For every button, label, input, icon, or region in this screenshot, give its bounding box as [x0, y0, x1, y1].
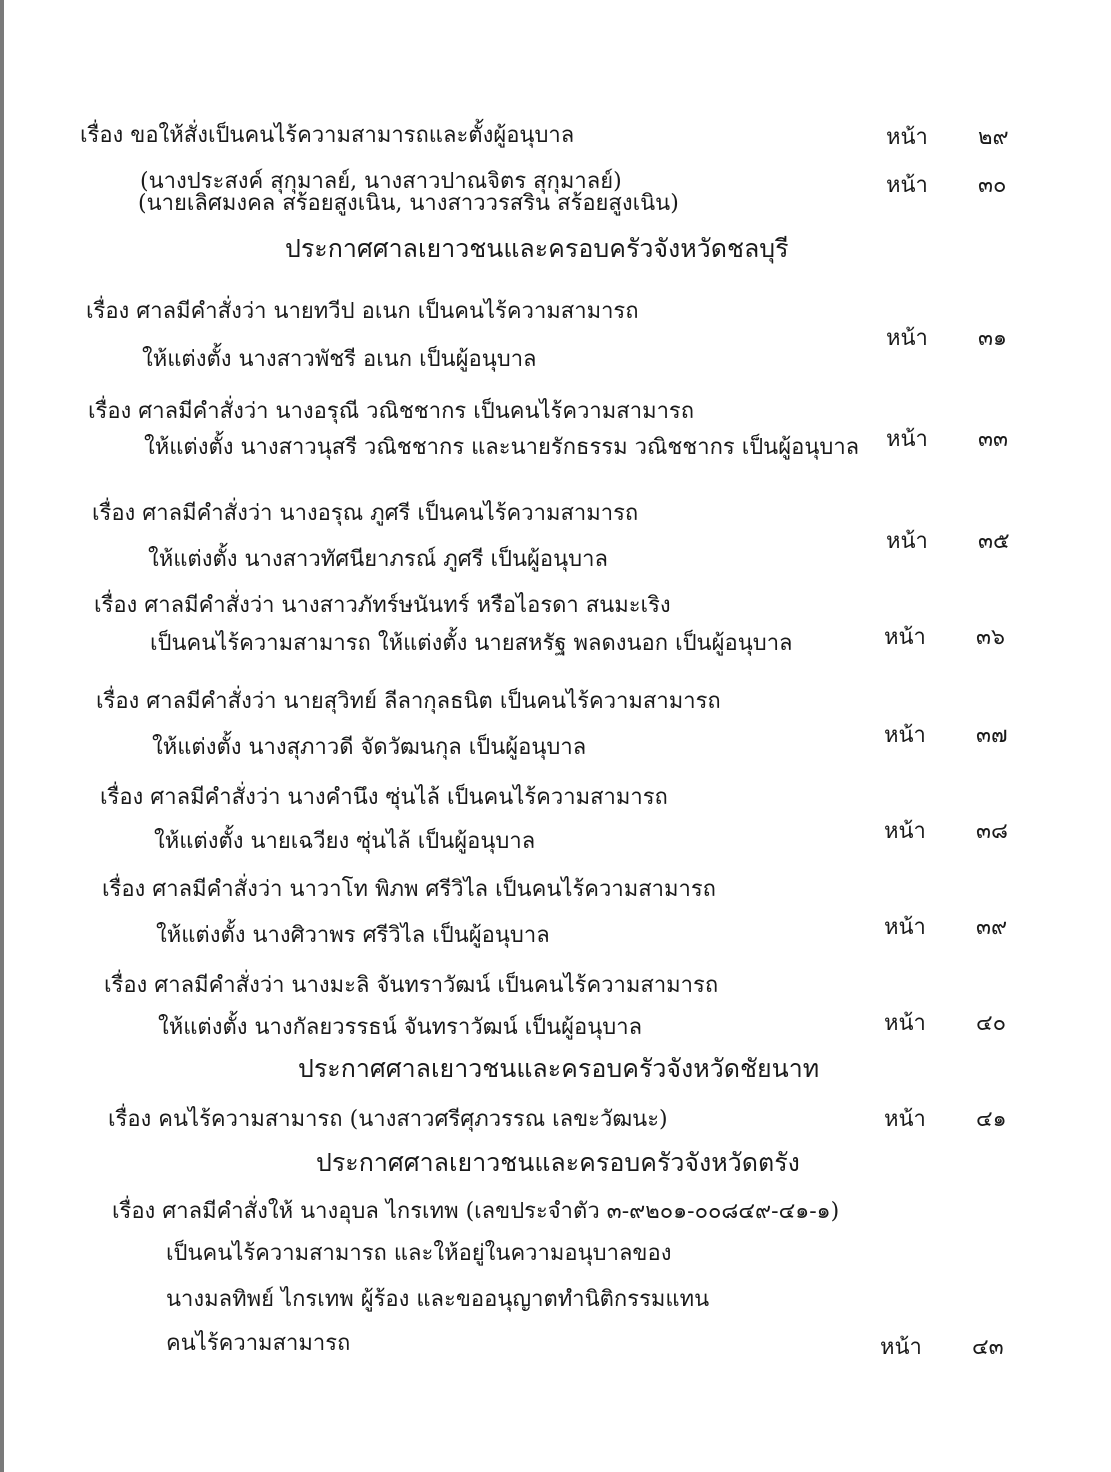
page-number: ๓๐	[978, 173, 1007, 198]
entry-line: ให้แต่งตั้ง นางกัลยวรรธน์ จันทราวัฒน์ เป็นผู้อนุบาล	[158, 1015, 643, 1040]
entry-line: เรื่อง ศาลมีคำสั่งว่า นางมะลิ จันทราวัฒน์ เป็นคนไร้ความสามารถ	[104, 973, 719, 998]
entry-line: เรื่อง ศาลมีคำสั่งว่า นางอรุณ ภูศรี เป็นคนไร้ความสามารถ	[92, 501, 639, 526]
page-label: หน้า	[884, 625, 926, 650]
entry-line: เรื่อง ศาลมีคำสั่งว่า นางสาวภัทร์ษนันทร์ หรือไอรดา สนมะเริง	[94, 593, 671, 618]
entry-line: ให้แต่งตั้ง นายเฉวียง ซุ่นไล้ เป็นผู้อนุบาล	[154, 829, 536, 854]
entry-line: ให้แต่งตั้ง นางศิวาพร ศรีวิไล เป็นผู้อนุบาล	[156, 923, 550, 948]
page-number: ๓๘	[976, 819, 1009, 844]
court-heading: ประกาศศาลเยาวชนและครอบครัวจังหวัดชลบุรี	[285, 234, 789, 263]
page-label: หน้า	[880, 1335, 922, 1360]
page-number: ๓๑	[978, 326, 1008, 351]
page-number: ๓๕	[978, 529, 1010, 554]
entry-line: เรื่อง ศาลมีคำสั่งให้ นางอุบล ไกรเทพ (เลขประจำตัว ๓-๙๒๐๑-๐๐๘๔๙-๔๑-๑)	[112, 1199, 840, 1224]
entry-line: เรื่อง ศาลมีคำสั่งว่า นายสุวิทย์ ลีลากุลธนิต เป็นคนไร้ความสามารถ	[96, 689, 721, 714]
entry-line: เรื่อง ขอให้สั่งเป็นคนไร้ความสามารถและตั้งผู้อนุบาล	[80, 123, 575, 148]
page-number: ๓๗	[976, 723, 1008, 748]
entry-line: เรื่อง คนไร้ความสามารถ (นางสาวศรีศุภวรรณ เลขะวัฒนะ)	[108, 1107, 668, 1132]
page-number: ๔๓	[972, 1335, 1004, 1360]
entry-line: เรื่อง ศาลมีคำสั่งว่า นายทวีป อเนก เป็นคนไร้ความสามารถ	[86, 299, 639, 324]
page-label: หน้า	[886, 173, 928, 198]
page-number: ๒๙	[978, 125, 1009, 150]
page-label: หน้า	[884, 1011, 926, 1036]
entry-line: คนไร้ความสามารถ	[166, 1331, 351, 1356]
court-heading: ประกาศศาลเยาวชนและครอบครัวจังหวัดตรัง	[316, 1148, 800, 1177]
page-number: ๓๙	[976, 915, 1008, 940]
entry-line: เป็นคนไร้ความสามารถ ให้แต่งตั้ง นายสหรัฐ พลดงนอก เป็นผู้อนุบาล	[150, 631, 793, 656]
court-heading: ประกาศศาลเยาวชนและครอบครัวจังหวัดชัยนาท	[298, 1054, 820, 1083]
entry-line: เรื่อง ศาลมีคำสั่งว่า นาวาโท พิภพ ศรีวิไล เป็นคนไร้ความสามารถ	[102, 877, 716, 902]
entry-line: เรื่อง ศาลมีคำสั่งว่า นางอรุณี วณิชชากร เป็นคนไร้ความสามารถ	[88, 399, 695, 424]
page-number: ๔๑	[976, 1107, 1007, 1132]
entry-line: ให้แต่งตั้ง นางสุภาวดี จัดวัฒนกุล เป็นผู้อนุบาล	[152, 735, 587, 760]
page-label: หน้า	[886, 427, 928, 452]
entry-line: ให้แต่งตั้ง นางสาวทัศนียาภรณ์ ภูศรี เป็นผู้อนุบาล	[148, 547, 608, 572]
page-label: หน้า	[884, 723, 926, 748]
page-label: หน้า	[886, 529, 928, 554]
entry-line: (นายเลิศมงคล สร้อยสูงเนิน, นางสาววรสริน สร้อยสูงเนิน)	[138, 191, 679, 216]
page-label: หน้า	[884, 915, 926, 940]
entry-line: ให้แต่งตั้ง นางสาวพัชรี อเนก เป็นผู้อนุบาล	[142, 347, 537, 372]
entry-line: นางมลทิพย์ ไกรเทพ ผู้ร้อง และขออนุญาตทำนิติกรรมแทน	[166, 1287, 710, 1312]
entry-line: ให้แต่งตั้ง นางสาวนุสรี วณิชชากร และนายรักธรรม วณิชชากร เป็นผู้อนุบาล	[144, 435, 860, 460]
page-label: หน้า	[884, 819, 926, 844]
entry-line: เรื่อง ศาลมีคำสั่งว่า นางคำนึง ซุ่นไล้ เป็นคนไร้ความสามารถ	[100, 785, 668, 810]
entry-line: (นางประสงค์ สุกุมาลย์, นางสาวปาณจิตร สุกุมาลย์)	[140, 169, 622, 194]
page-number: ๔๐	[976, 1011, 1007, 1036]
page-label: หน้า	[884, 1107, 926, 1132]
page-label: หน้า	[886, 125, 928, 150]
page-number: ๓๖	[976, 625, 1006, 650]
scan-edge	[0, 0, 4, 1472]
entry-line: เป็นคนไร้ความสามารถ และให้อยู่ในความอนุบาลของ	[166, 1241, 672, 1266]
page-number: ๓๓	[978, 427, 1009, 452]
page-label: หน้า	[886, 326, 928, 351]
